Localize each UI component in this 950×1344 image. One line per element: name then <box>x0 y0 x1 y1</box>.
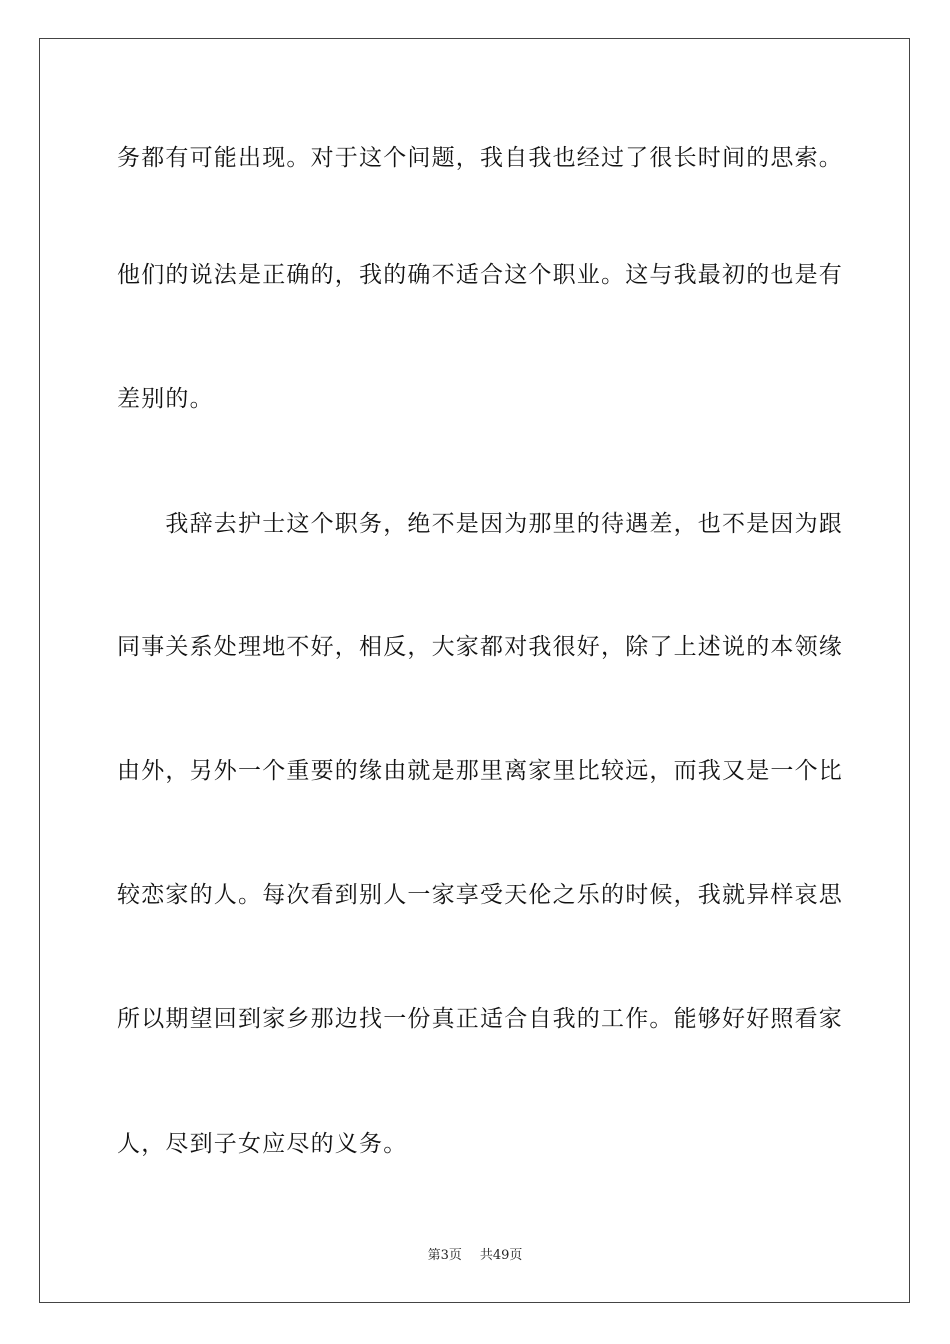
page-number: 第3页 <box>427 1248 462 1263</box>
body-line-7: 较恋家的人。每次看到别人一家享受天伦之乐的时候，我就异样哀思 <box>117 882 843 908</box>
body-line-2: 他们的说法是正确的，我的确不适合这个职业。这与我最初的也是有 <box>117 262 843 288</box>
body-line-9: 人，尽到子女应尽的义务。 <box>117 1131 408 1157</box>
body-line-4: 我辞去护士这个职务，绝不是因为那里的待遇差，也不是因为跟 <box>117 511 843 537</box>
body-line-1: 务都有可能出现。对于这个问题，我自我也经过了很长时间的思索。 <box>117 145 843 171</box>
body-line-6: 由外，另外一个重要的缘由就是那里离家里比较远，而我又是一个比 <box>117 758 843 784</box>
body-line-3: 差别的。 <box>117 386 214 412</box>
page-total: 共49页 <box>479 1248 523 1263</box>
body-line-5: 同事关系处理地不好，相反，大家都对我很好，除了上述说的本领缘 <box>117 634 843 660</box>
page-footer <box>0 1247 950 1265</box>
body-line-8: 所以期望回到家乡那边找一份真正适合自我的工作。能够好好照看家 <box>117 1006 843 1032</box>
page-border <box>39 38 910 1303</box>
